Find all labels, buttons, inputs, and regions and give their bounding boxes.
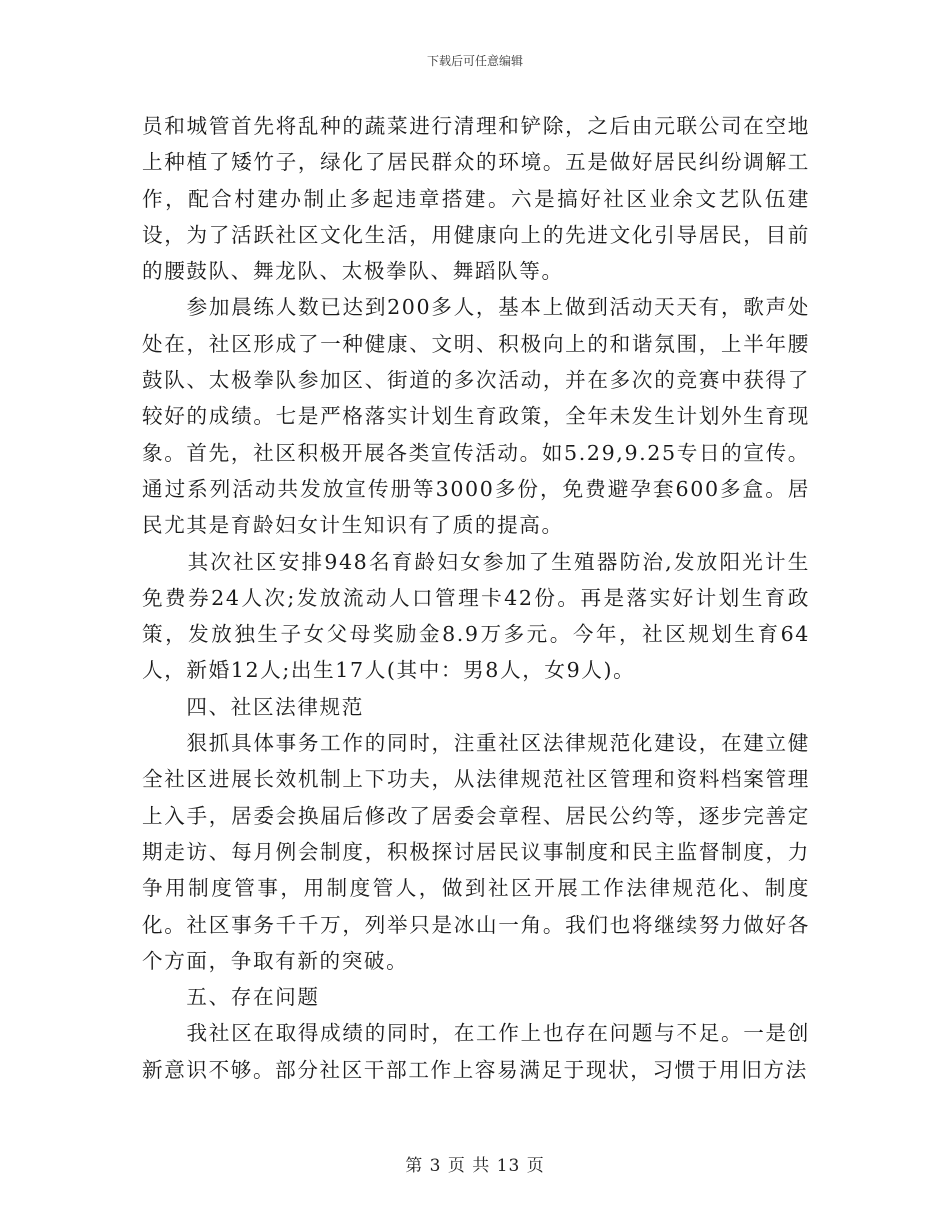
paragraph: 狠抓具体事务工作的同时，注重社区法律规范化建设，在建立健全社区进展长效机制上下功夫，从法律规范社区管理和资料档案管理上入手，居委会换届后修改了居委会章程、居民公约等，逐步完善定期走访、每月例会制度，积极探讨居民议事制度和民主监督制度，力争用制度管事，用制度管人，做到社区开展工作法律规范化、制度化。社区事务千千万，列举只是冰山一角。我们也将继续努力做好各个方面，争取有新的突破。 <box>142 731 810 973</box>
section-heading: 四、社区法律规范 <box>142 694 364 719</box>
page-header: 下载后可任意编辑 <box>426 54 523 68</box>
paragraph: 员和城管首先将乱种的蔬菜进行清理和铲除，之后由元联公司在空地上种植了矮竹子，绿化了居民群众的环境。五是做好居民纠纷调解工作，配合村建办制止多起违章搭建。六是搞好社区业余文艺队伍建设，为了活跃社区文化生活，用健康向上的先进文化引导居民，目前的腰鼓队、舞龙队、太极拳队、舞蹈队等。 <box>142 114 810 284</box>
paragraph: 其次社区安排948名育龄妇女参加了生殖器防治,发放阳光计生免费券24人次;发放流动人口管理卡42份。再是落实好计划生育政策，发放独生子女父母奖励金8.9万多元。今年，社区规划生育64人，新婚12人;出生17人(其中：男8人，女9人)。 <box>142 549 810 683</box>
page-number-footer: 第 3 页 共 13 页 <box>405 1156 545 1176</box>
document-body <box>142 108 810 1088</box>
section-heading: 五、存在问题 <box>142 985 320 1010</box>
paragraph: 参加晨练人数已达到200多人，基本上做到活动天天有，歌声处处在，社区形成了一种健康、文明、积极向上的和谐氛围，上半年腰鼓队、太极拳队参加区、街道的多次活动，并在多次的竞赛中获得了较好的成绩。七是严格落实计划生育政策，全年未发生计划外生育现象。首先，社区积极开展各类宣传活动。如5.29,9.25专日的宣传。通过系列活动共发放宣传册等3000多份，免费避孕套600多盒。居民尤其是育龄妇女计生知识有了质的提高。 <box>142 295 810 538</box>
paragraph: 我社区在取得成绩的同时，在工作上也存在问题与不足。一是创新意识不够。部分社区干部工作上容易满足于现状，习惯于用旧方法 <box>142 1021 810 1082</box>
